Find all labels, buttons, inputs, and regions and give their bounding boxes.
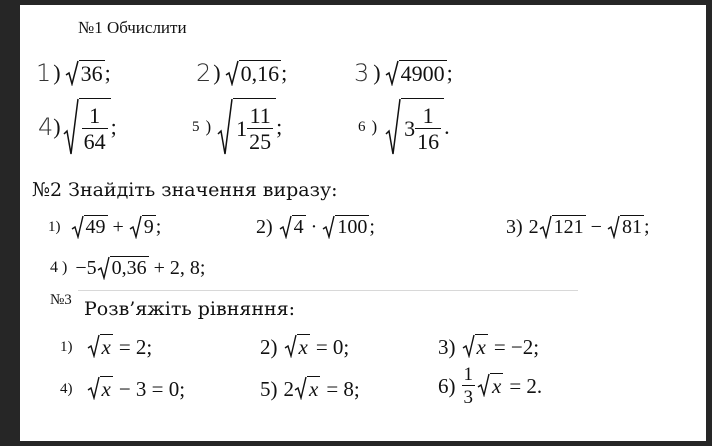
- task1-item-4-label: 4: [38, 113, 54, 141]
- divider: [78, 290, 578, 291]
- task2-title: №2 Знайдіть значення виразу:: [32, 179, 338, 201]
- task1-item-3-label: 3: [354, 59, 370, 87]
- task2-item-2-end: ;: [369, 215, 375, 238]
- task2-item-4-label: 4 ): [50, 259, 68, 276]
- task1-item-5-whole: 1: [236, 115, 248, 141]
- task1-item-6: [358, 98, 450, 156]
- task1-item-6-end: .: [444, 114, 450, 139]
- task2-item-2: [256, 215, 375, 239]
- task2-item-3-a: 121: [553, 216, 584, 238]
- task2-item-3-end: ;: [643, 215, 650, 238]
- task1-item-6-den: 16: [417, 128, 440, 154]
- sqrt-symbol: [129, 215, 156, 239]
- task2-item-3-b: 81: [621, 216, 642, 238]
- fraction: [462, 365, 476, 407]
- task2-item-1-op: +: [112, 215, 124, 238]
- sqrt-symbol: [477, 373, 503, 399]
- sqrt-symbol: [322, 215, 369, 239]
- sqrt-symbol: [279, 215, 306, 239]
- task2-item-2-b: 100: [337, 216, 368, 238]
- task1-item-4-num: 1: [89, 102, 101, 128]
- sqrt-symbol: [462, 334, 488, 360]
- sqrt-symbol: [63, 98, 111, 156]
- sqrt-symbol: [225, 60, 282, 87]
- task1-item-6-paren: ): [371, 117, 378, 136]
- task1-item-3-paren: ): [373, 60, 381, 85]
- task3-item-5-label: 5): [260, 376, 278, 401]
- task1-item-4-paren: ): [53, 114, 61, 139]
- task1-item-4-end: ;: [110, 114, 117, 139]
- task1-item-1-end: ;: [104, 60, 111, 85]
- task1-item-1: [36, 59, 111, 87]
- fraction: [82, 102, 108, 154]
- task1-item-6-num: 1: [422, 102, 434, 128]
- task1-item-5-paren: ): [205, 117, 212, 136]
- task2-item-1-label: 1): [48, 218, 61, 235]
- task2-item-4-coef: −5: [75, 256, 97, 279]
- task3-item-6-den: 3: [463, 387, 473, 408]
- task1-item-3-end: ;: [446, 60, 453, 85]
- task3-item-6-var: x: [492, 374, 502, 398]
- task1-item-1-paren: ): [53, 60, 61, 85]
- task3-item-6-post: = 2.: [509, 373, 543, 398]
- task1-item-2-paren: ): [213, 60, 221, 85]
- task1-item-5-end: ;: [276, 114, 283, 139]
- task3-item-5-var: x: [309, 377, 319, 401]
- task1-item-5-den: 25: [249, 128, 272, 154]
- task1-item-5: [192, 98, 282, 156]
- task3-item-2-post: = 0;: [315, 334, 350, 359]
- task3-item-5-pre: 2: [283, 376, 294, 401]
- task2-item-1-b: 9: [143, 216, 154, 238]
- sqrt-symbol: [385, 60, 447, 87]
- task3-item-3-var: x: [476, 335, 486, 359]
- task1-item-4: [38, 98, 117, 156]
- fraction: [247, 102, 273, 154]
- task3-item-5-post: = 8;: [326, 376, 360, 401]
- task1-item-3-radicand: 4900: [400, 60, 445, 86]
- sqrt-symbol: [539, 215, 586, 239]
- task2-item-2-a: 4: [293, 216, 304, 238]
- task3-item-1-label: 1): [60, 338, 73, 355]
- sqrt-symbol: [87, 334, 113, 360]
- task1-item-2-end: ;: [281, 60, 288, 85]
- task3-item-4-var: x: [101, 377, 111, 401]
- task2-item-1-a: 49: [85, 216, 106, 238]
- task3-item-4-label: 4): [60, 380, 73, 397]
- task2-item-3-label: 3): [506, 215, 523, 238]
- task2-item-4: [50, 256, 205, 280]
- task2-item-3-op: −: [590, 215, 602, 238]
- task1-item-5-label: 5: [192, 118, 200, 135]
- task3-item-1-post: = 2;: [118, 334, 153, 359]
- task2-item-4-rest: + 2, 8;: [153, 256, 206, 279]
- task3-number: №3: [50, 292, 72, 308]
- task2-item-1: [48, 215, 161, 239]
- task1-item-3: [354, 59, 453, 87]
- task3-item-1: [60, 334, 152, 360]
- task3-item-3: [438, 334, 539, 360]
- sqrt-symbol: [385, 98, 444, 156]
- task1-item-5-num: 11: [249, 102, 271, 128]
- task3-item-6-label: 6): [438, 373, 456, 398]
- sqrt-symbol: [65, 60, 105, 87]
- sqrt-symbol: [97, 256, 149, 280]
- task3-item-4: [60, 376, 185, 402]
- task1-item-1-label: 1: [36, 59, 52, 87]
- task1-title: №1 Обчислити: [78, 18, 187, 37]
- task2-item-3-coef: 2: [528, 215, 539, 238]
- task1-item-1-radicand: 36: [80, 60, 103, 86]
- task2-item-1-end: ;: [155, 215, 162, 238]
- task2-item-4-a: 0,36: [111, 257, 147, 279]
- task1-item-2-radicand: 0,16: [240, 60, 280, 86]
- task3-item-2: [260, 334, 349, 360]
- task3-item-1-var: x: [101, 335, 111, 359]
- task1-item-4-den: 64: [83, 128, 106, 154]
- task3-item-6: [438, 365, 542, 407]
- task2-item-3: [506, 215, 650, 239]
- task3-item-2-var: x: [298, 335, 308, 359]
- sqrt-symbol: [71, 215, 108, 239]
- worksheet: [20, 5, 706, 441]
- sqrt-symbol: [217, 98, 276, 156]
- task2-item-2-op: ·: [310, 215, 318, 238]
- task3-item-4-post: − 3 = 0;: [118, 376, 186, 401]
- task3-item-3-label: 3): [438, 334, 456, 359]
- task1-item-2: [196, 59, 287, 87]
- fraction: [415, 102, 441, 154]
- task3-item-3-post: = −2;: [493, 334, 540, 359]
- sqrt-symbol: [607, 215, 644, 239]
- task1-item-2-label: 2: [196, 59, 212, 87]
- sqrt-symbol: [284, 334, 310, 360]
- task1-item-6-whole: 3: [404, 115, 416, 141]
- task1-item-6-label: 6: [358, 118, 366, 135]
- task3-item-6-num: 1: [463, 364, 473, 385]
- task2-item-2-label: 2): [256, 215, 273, 238]
- sqrt-symbol: [87, 376, 113, 402]
- sqrt-symbol: [294, 376, 320, 402]
- task3-title: Розв’яжіть рівняння:: [84, 298, 296, 320]
- task3-item-2-label: 2): [260, 334, 278, 359]
- task3-item-5: [260, 376, 360, 402]
